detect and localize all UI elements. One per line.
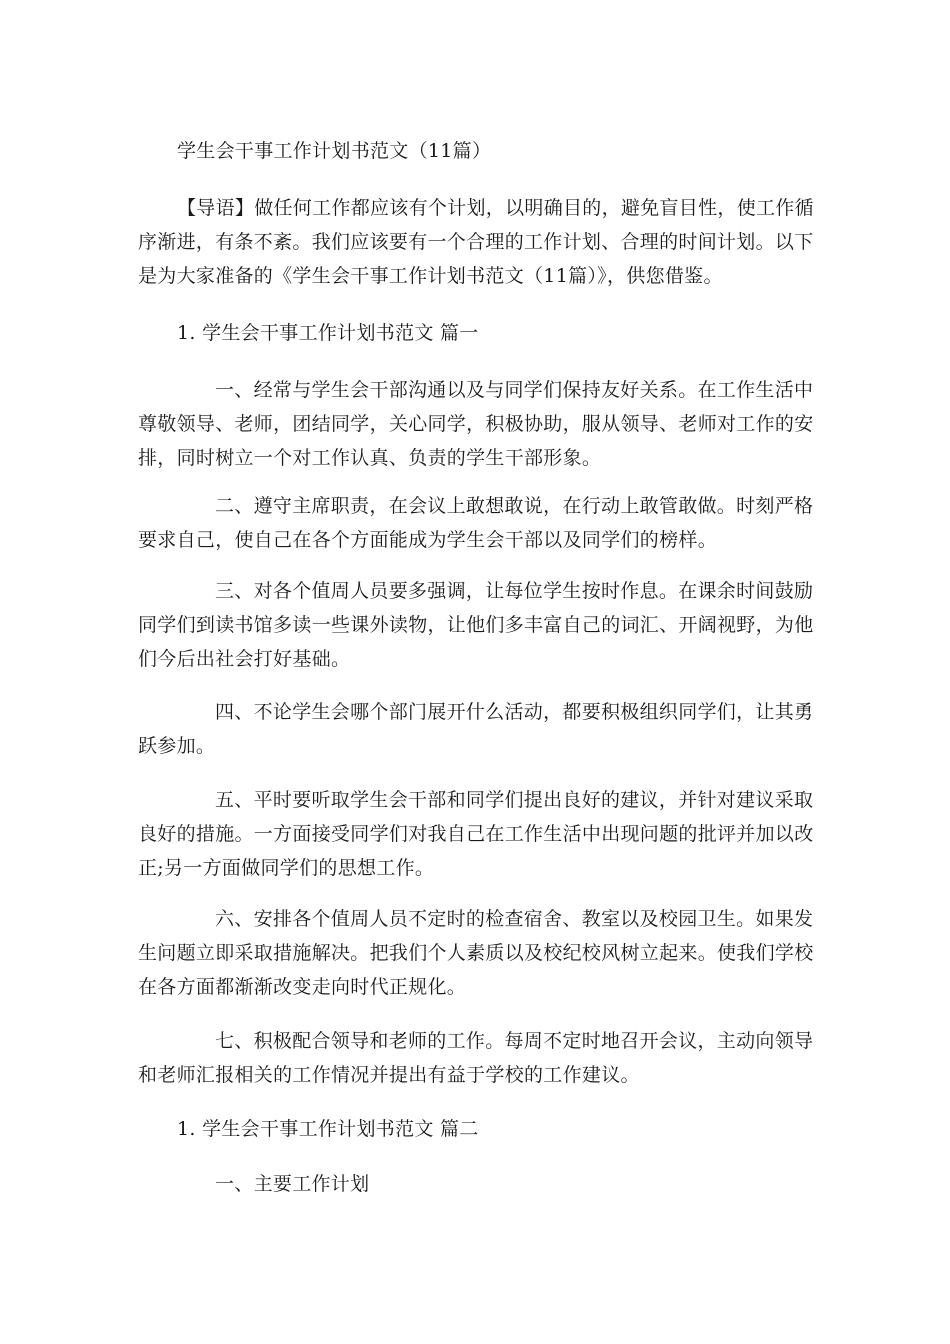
- paragraph-line: 要求自己，使自己在各个方面能成为学生会干部以及同学们的榜样。: [138, 529, 718, 551]
- section-heading-1: 1. 学生会干事工作计划书范文 篇一: [177, 322, 479, 344]
- document-title: 学生会干事工作计划书范文（11篇）: [177, 140, 492, 162]
- paragraph-line: 正;另一方面做同学们的思想工作。: [138, 857, 435, 879]
- intro-line: 序渐进，有条不紊。我们应该要有一个合理的工作计划、合理的时间计划。以下: [138, 231, 814, 253]
- paragraph-line: 们今后出社会打好基础。: [138, 648, 351, 670]
- paragraph-line: 生问题立即采取措施解决。把我们个人素质以及校纪校风树立起来。使我们学校: [138, 942, 814, 964]
- paragraph-line: 在各方面都渐渐改变走向时代正规化。: [138, 976, 467, 998]
- intro-line: 【导语】做任何工作都应该有个计划，以明确目的，避免盲目性，使工作循: [177, 197, 814, 219]
- section-heading-2: 1. 学生会干事工作计划书范文 篇二: [177, 1118, 479, 1140]
- paragraph-line: 七、积极配合领导和老师的工作。每周不定时地召开会议，主动向领导: [215, 1030, 814, 1052]
- paragraph-line: 尊敬领导、老师，团结同学，关心同学，积极协助，服从领导、老师对工作的安: [138, 413, 814, 435]
- paragraph-line: 三、对各个值周人员要多强调，让每位学生按时作息。在课余时间鼓励: [215, 580, 814, 602]
- paragraph-line: 六、安排各个值周人员不定时的检查宿舍、教室以及校园卫生。如果发: [215, 908, 814, 930]
- paragraph-line: 一、主要工作计划: [215, 1173, 370, 1195]
- paragraph-line: 排，同时树立一个对工作认真、负责的学生干部形象。: [138, 447, 602, 469]
- paragraph-line: 一、经常与学生会干部沟通以及与同学们保持友好关系。在工作生活中: [215, 379, 814, 401]
- paragraph-line: 良好的措施。一方面接受同学们对我自己在工作生活中出现问题的批评并加以改: [138, 823, 814, 845]
- paragraph-line: 同学们到读书馆多读一些课外读物，让他们多丰富自己的词汇、开阔视野，为他: [138, 614, 814, 636]
- paragraph-line: 跃参加。: [138, 735, 216, 757]
- paragraph-line: 四、不论学生会哪个部门展开什么活动，都要积极组织同学们，让其勇: [215, 701, 814, 723]
- intro-line: 是为大家准备的《学生会干事工作计划书范文（11篇）》，供您借鉴。: [138, 265, 723, 287]
- paragraph-line: 二、遵守主席职责，在会议上敢想敢说，在行动上敢管敢做。时刻严格: [215, 495, 814, 517]
- paragraph-line: 和老师汇报相关的工作情况并提出有益于学校的工作建议。: [138, 1064, 640, 1086]
- paragraph-line: 五、平时要听取学生会干部和同学们提出良好的建议，并针对建议采取: [215, 789, 814, 811]
